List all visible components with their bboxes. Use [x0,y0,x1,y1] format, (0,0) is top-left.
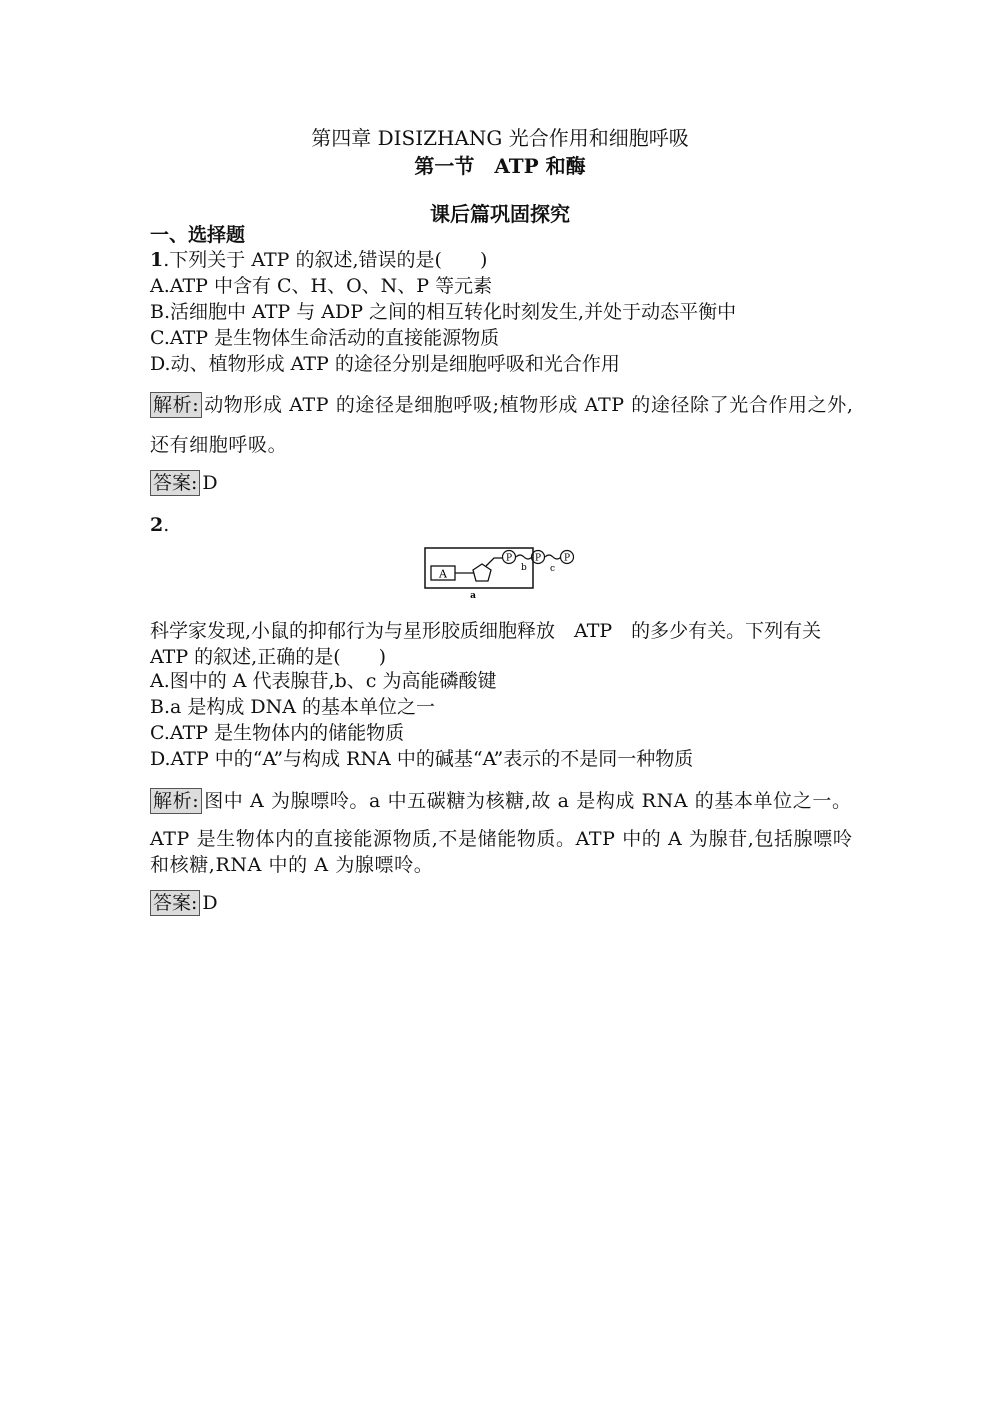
q2-analysis-label: 解析: [150,788,202,814]
q2-analysis-line3: 和核糖,RNA 中的 A 为腺嘌呤。 [150,854,434,876]
q2-stem-line2: ATP 的叙述,正确的是( ) [150,646,387,668]
phosphate-2-label: P [534,553,542,564]
high-energy-bond-b [516,555,532,559]
q2-analysis [150,788,852,814]
q2-stem-line1: 科学家发现,小鼠的抑郁行为与星形胶质细胞释放 ATP 的多少有关。下列有关 [150,620,822,642]
bracket-a-label: a [470,591,476,600]
q2-analysis-line1: 图中 A 为腺嘌呤。a 中五碳糖为核糖,故 a 是构成 RNA 的基本单位之一。 [204,790,852,812]
ester-bond [486,558,502,566]
q2-option-b: B.a 是构成 DNA 的基本单位之一 [150,696,436,718]
q1-analysis-label: 解析: [150,392,202,418]
q2-number: 2 [150,514,164,536]
adenine-label: A [439,567,447,581]
bond-c-label: c [550,564,556,574]
ribose-ring [473,564,491,581]
phosphate-1-label: P [505,553,513,564]
q1-stem-text: .下列关于 ATP 的叙述,错误的是( ) [163,249,488,271]
q2-option-c: C.ATP 是生物体内的储能物质 [150,722,405,744]
q1-answer-value: D [202,472,218,494]
phosphate-3-label: P [563,553,571,564]
page-subtitle: 课后篇巩固探究 [430,202,570,226]
q2-option-a: A.图中的 A 代表腺苷,b、c 为高能磷酸键 [150,670,497,692]
q2-option-d: D.ATP 中的“A”与构成 RNA 中的碱基“A”表示的不是同一种物质 [150,748,694,770]
q1-analysis-line2: 还有细胞呼吸。 [150,434,288,456]
atp-structure-diagram [424,544,584,600]
high-energy-bond-c [545,555,561,559]
q1-option-a: A.ATP 中含有 C、H、O、N、P 等元素 [150,275,493,297]
q2-analysis-line2: ATP 是生物体内的直接能源物质,不是储能物质。ATP 中的 A 为腺苷,包括腺嘌呤 [150,828,853,850]
q1-answer-label: 答案: [150,470,200,496]
q2-number-suffix: . [163,514,170,536]
q1-analysis-line1: 动物形成 ATP 的途径是细胞呼吸;植物形成 ATP 的途径除了光合作用之外, [204,394,854,416]
q1-answer [150,470,218,496]
q1-stem [150,247,487,273]
bond-b-label: b [521,563,527,573]
q2-number-line [150,512,169,538]
q2-answer [150,890,218,916]
q1-option-b: B.活细胞中 ATP 与 ADP 之间的相互转化时刻发生,并处于动态平衡中 [150,301,737,323]
part-title: 一、选择题 [150,224,246,246]
section-title: 第一节 ATP 和酶 [414,154,586,178]
q1-option-c: C.ATP 是生物体生命活动的直接能源物质 [150,327,500,349]
q2-answer-label: 答案: [150,890,200,916]
q1-option-d: D.动、植物形成 ATP 的途径分别是细胞呼吸和光合作用 [150,353,620,375]
q1-analysis [150,392,853,418]
q2-answer-value: D [202,892,218,914]
q1-number: 1 [150,249,164,271]
chapter-title: 第四章 DISIZHANG 光合作用和细胞呼吸 [311,126,689,150]
